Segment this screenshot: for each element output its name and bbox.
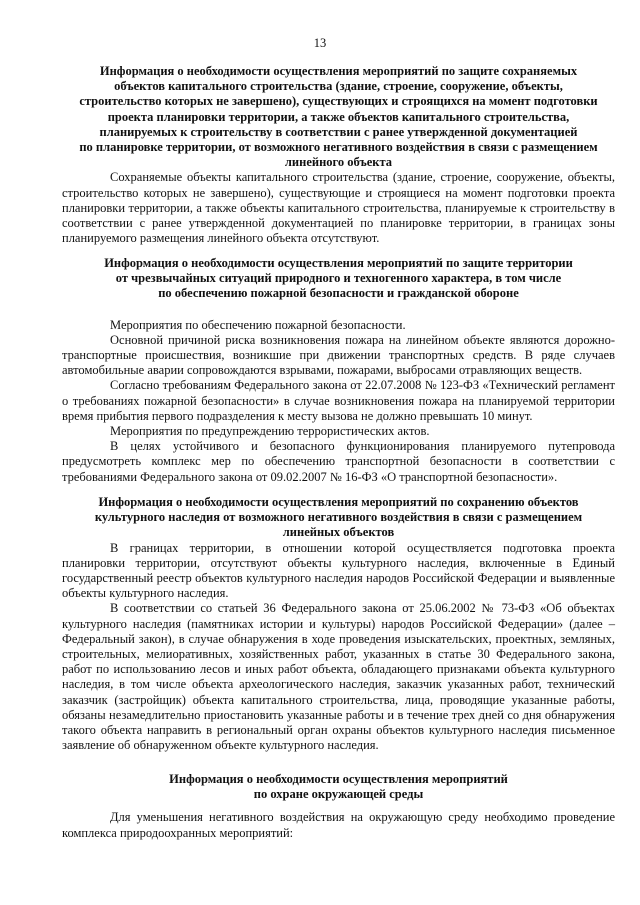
heading-line: Информация о необходимости осуществления мероприятий — [169, 772, 508, 786]
heading-line: по планировке территории, от возможного негативного воздействия в связи с размещением — [79, 140, 598, 155]
paragraph: Сохраняемые объекты капитального строительства (здание, строение, сооружение, объекты, строительство которых не завершено), существующие и строящиеся на момент подготовки проекта планировки территории, а также объекты капитального строительства, планируемые к строительству в соответствии с ранее утвержденной документацией по планировке территории, в границах зоны планируемого размещения линейного объекта отсутствуют. — [62, 170, 615, 246]
heading-line: культурного наследия от возможного негативного воздействия в связи с размещением — [94, 510, 583, 525]
heading-line: Информация о необходимости осуществления мероприятий по защите сохраняемых — [99, 64, 578, 78]
section-capital-construction — [62, 64, 615, 246]
section-cultural-heritage — [62, 495, 615, 753]
section-emergency-protection — [62, 256, 615, 485]
heading-line: строительство которых не завершено), существующих и строящихся на момент подготовки — [79, 94, 598, 109]
heading-line: Информация о необходимости осуществления мероприятий по сохранению объектов — [98, 495, 579, 509]
heading-line: планируемых к строительству в соответствии с ранее утвержденной документацией — [99, 124, 578, 139]
heading-line: по обеспечению пожарной безопасности и гражданской обороне — [158, 286, 519, 301]
heading-line: линейных объектов — [282, 525, 395, 540]
heading-line: по охране окружающей среды — [253, 787, 424, 802]
paragraph: В границах территории, в отношении которой осуществляется подготовка проекта планировки территории, отсутствуют объекты культурного наследия, включенные в Единый государственный реестр объектов культурного наследия народов Российской Федерации и выявленные объекты культурного наследия. — [62, 540, 615, 601]
heading-line: от чрезвычайных ситуаций природного и техногенного характера, в том числе — [115, 271, 562, 286]
heading-line: проекта планировки территории, а также объектов капитального строительства, — [107, 109, 570, 124]
section-heading — [62, 64, 615, 170]
paragraph: Согласно требованиям Федерального закона от 22.07.2008 № 123-ФЗ «Технический регламент о требованиях пожарной безопасности» в случае возникновения пожара на планируемой территории время прибытия первого подразделения к месту вызова не должно превышать 10 минут. — [62, 378, 615, 423]
section-heading — [62, 495, 615, 541]
paragraph: Мероприятия по обеспечению пожарной безопасности. — [110, 317, 406, 332]
section-heading — [62, 772, 615, 802]
paragraph: В соответствии со статьей 36 Федерального закона от 25.06.2002 № 73-ФЗ «Об объектах культурного наследия (памятниках истории и культуры) народов Российской Федерации» (далее – Федеральный закон), в случае обнаружения в ходе проведения изыскательских, проектных, земляных, строительных, мелиоративных, хозяйственных работ, указанных в статье 30 Федерального закона, работ по использованию лесов и иных работ объекта, обладающего признаками объекта культурного наследия, в том числе объекта археологического наследия, заказчик указанных работ, технический заказчик (застройщик) объекта капитального строительства, лица, проводящие указанные работы, обязаны незамедлительно приостановить указанные работы и в течение трех дней со дня обнаружения такого объекта направить в региональный орган охраны объектов культурного наследия письменное заявление об обнаруженном объекте культурного наследия. — [62, 601, 615, 753]
paragraph: Основной причиной риска возникновения пожара на линейном объекте являются дорожно-транспортные происшествия, возникшие при движении транспортных средств. В ряде случаев автомобильные аварии сопровождаются взрывами, пожарами, выбросами отравляющих веществ. — [62, 332, 615, 378]
section-environment — [62, 772, 615, 841]
heading-line: линейного объекта — [284, 155, 393, 170]
paragraph: Для уменьшения негативного воздействия на окружающую среду необходимо проведение комплекса природоохранных мероприятий: — [62, 810, 615, 840]
section-heading — [62, 256, 615, 302]
page-number: 13 — [313, 36, 327, 50]
paragraph: Мероприятия по предупреждению террористических актов. — [110, 424, 430, 439]
heading-line: Информация о необходимости осуществления мероприятий по защите территории — [104, 256, 573, 270]
heading-line: объектов капитального строительства (здание, строение, сооружение, объекты, — [114, 79, 563, 94]
paragraph: В целях устойчивого и безопасного функционирования планируемого путепровода предусмотреть комплекс мер по обеспечению транспортной безопасности в соответствии с требованиями Федерального закона от 09.02.2007 № 16-ФЗ «О транспортной безопасности». — [62, 439, 615, 484]
